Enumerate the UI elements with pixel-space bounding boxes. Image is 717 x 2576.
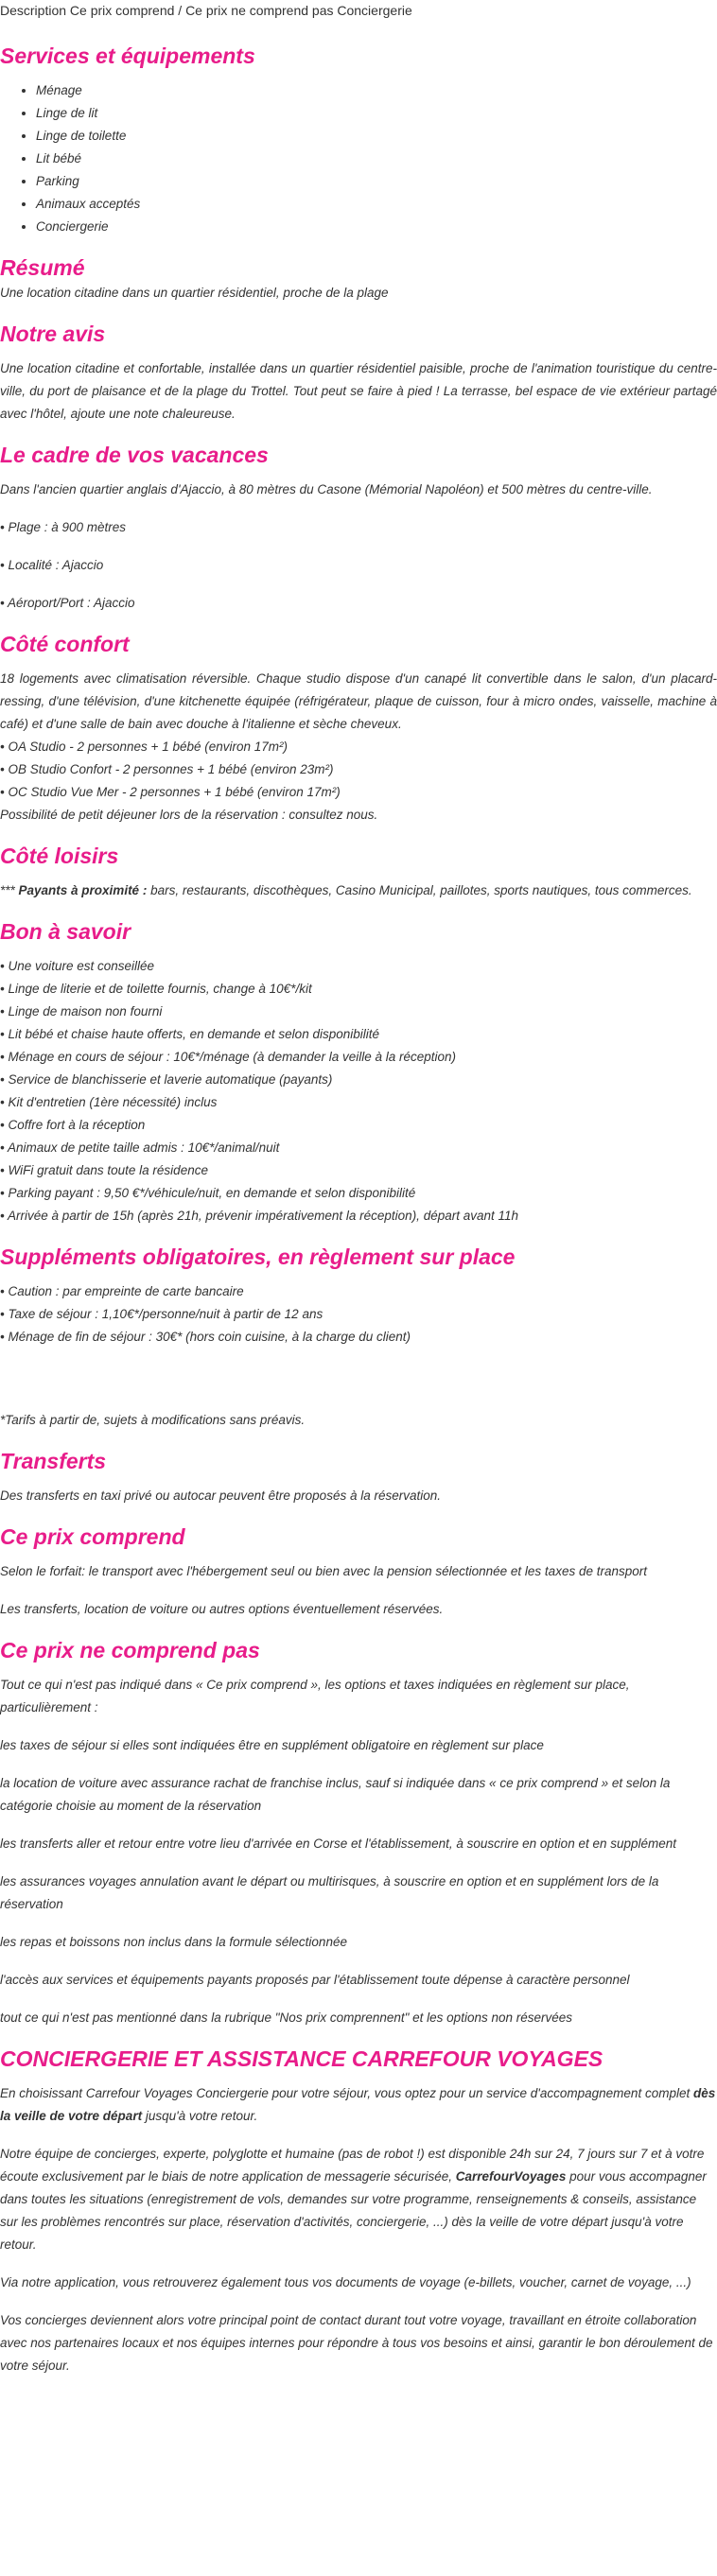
services-title: Services et équipements (0, 44, 255, 68)
supplement-item: • Caution : par empreinte de carte bancaire (0, 1284, 244, 1298)
ne-comprend-paragraph: l'accès aux services et équipements payants proposés par l'établissement toute dépense à caractère personnel (0, 1973, 630, 1987)
savoir-item: • Service de blanchisserie et laverie automatique (payants) (0, 1072, 333, 1087)
avis-text: Une location citadine et confortable, installée dans un quartier résidentiel paisible, proche de l'animation touristique du centre-ville, du port de plaisance et de la plage du Trottel. Tout peut se faire à pied ! La terrasse, bel espace de vie extérieur partagé avec l'hôtel, ajoute une note chaleureuse. (0, 361, 717, 421)
service-item: • Lit bébé (36, 148, 717, 170)
comprend-title: Ce prix comprend (0, 1524, 185, 1549)
cadre-intro: Dans l'ancien quartier anglais d'Ajaccio, à 80 mètres du Casone (Mémorial Napoléon) et 500 mètres du centre-ville. (0, 482, 653, 496)
ne-comprend-title: Ce prix ne comprend pas (0, 1638, 260, 1662)
savoir-item: • Lit bébé et chaise haute offerts, en demande et selon disponibilité (0, 1027, 379, 1041)
confort-dejeuner: Possibilité de petit déjeuner lors de la réservation : consultez nous. (0, 808, 378, 822)
service-item: • Linge de lit (36, 102, 717, 125)
cadre-title: Le cadre de vos vacances (0, 443, 269, 467)
resume-text: Une location citadine dans un quartier résidentiel, proche de la plage (0, 286, 389, 300)
service-item: • Animaux acceptés (36, 193, 717, 216)
loisirs-title: Côté loisirs (0, 844, 119, 868)
comprend-p2: Les transferts, location de voiture ou autres options éventuellement réservées. (0, 1602, 444, 1616)
confort-studio: • OC Studio Vue Mer - 2 personnes + 1 bébé (environ 17m²) (0, 785, 341, 799)
supplements-note: *Tarifs à partir de, sujets à modifications sans préavis. (0, 1413, 306, 1427)
cadre-plage: • Plage : à 900 mètres (0, 520, 127, 534)
loisirs-bold: Payants à proximité : (18, 883, 148, 897)
conciergerie-p2-a: Notre équipe de concierges, experte, polyglotte et humaine (pas de robot !) est disponible 24h sur 24, 7 jours sur 7 et à votre écoute exclusivement par le biais de notre application de messagerie sécurisée, (0, 2147, 705, 2184)
loisirs-body: bars, restaurants, discothèques, Casino Municipal, paillotes, sports nautiques, tous commerces. (147, 883, 692, 897)
comprend-p1: Selon le forfait: le transport avec l'hébergement seul ou bien avec la pension sélectionnée et les taxes de transport (0, 1564, 647, 1578)
conciergerie-p1 (0, 2082, 717, 2128)
supplements-title: Suppléments obligatoires, en règlement sur place (0, 1244, 516, 1269)
cadre-aeroport: • Aéroport/Port : Ajaccio (0, 596, 135, 610)
ne-comprend-paragraph: les taxes de séjour si elles sont indiquées être en supplément obligatoire en règlement sur place (0, 1738, 544, 1752)
ne-comprend-paragraph: Tout ce qui n'est pas indiqué dans « Ce prix comprend », les options et taxes indiquées en règlement sur place, particulièrement : (0, 1678, 630, 1714)
confort-text: 18 logements avec climatisation réversible. Chaque studio dispose d'un canapé lit convertible dans le salon, d'un placard- ressing, d'une télévision, d'une kitchenette équipée (réfrigérateur, plaque de cuisson, four à micro ondes, vaisselle, machine à café) et d'une salle de bain avec douche à l'italienne et sèche cheveux. (0, 671, 717, 731)
loisirs-prefix: *** (0, 883, 19, 897)
service-item: • Conciergerie (36, 216, 717, 238)
service-item: • Parking (36, 170, 717, 193)
ne-comprend-paragraph: la location de voiture avec assurance rachat de franchise inclus, sauf si indiquée dans « ce prix comprend » et selon la catégorie choisie au moment de la réservation (0, 1776, 671, 1813)
resume-title: Résumé (0, 255, 85, 280)
supplement-item: • Ménage de fin de séjour : 30€* (hors coin cuisine, à la charge du client) (0, 1330, 411, 1344)
service-item: • Linge de toilette (36, 125, 717, 148)
ne-comprend-paragraph: les transferts aller et retour entre votre lieu d'arrivée en Corse et l'établissement, à souscrire en option et en supplément (0, 1836, 677, 1851)
conciergerie-title: CONCIERGERIE ET ASSISTANCE CARREFOUR VOYAGES (0, 2046, 603, 2071)
savoir-title: Bon à savoir (0, 919, 131, 944)
savoir-item: • Kit d'entretien (1ère nécessité) inclus (0, 1095, 218, 1109)
ne-comprend-paragraph: les assurances voyages annulation avant le départ ou multirisques, à souscrire en option et en supplément lors de la réservation (0, 1874, 659, 1911)
loisirs-text (0, 879, 717, 902)
confort-studio: • OB Studio Confort - 2 personnes + 1 bébé (environ 23m²) (0, 762, 334, 776)
conciergerie-p2 (0, 2143, 717, 2256)
ne-comprend-paragraph: tout ce qui n'est pas mentionné dans la rubrique "Nos prix comprennent" et les options non réservées (0, 2010, 573, 2025)
supplement-item: • Taxe de séjour : 1,10€*/personne/nuit à partir de 12 ans (0, 1307, 324, 1321)
savoir-item: • Linge de literie et de toilette fournis, change à 10€*/kit (0, 982, 312, 996)
confort-studio: • OA Studio - 2 personnes + 1 bébé (environ 17m²) (0, 740, 289, 754)
savoir-item: • Linge de maison non fourni (0, 1004, 163, 1018)
conciergerie-p1-a: En choisissant Carrefour Voyages Conciergerie pour votre séjour, vous optez pour un service d'accompagnement complet (0, 2086, 693, 2100)
tabs-line[interactable]: Description Ce prix comprend / Ce prix ne comprend pas Conciergerie (0, 3, 412, 18)
ne-comprend-paragraph: les repas et boissons non inclus dans la formule sélectionnée (0, 1935, 347, 1949)
savoir-item: • Animaux de petite taille admis : 10€*/animal/nuit (0, 1140, 280, 1155)
conciergerie-p4: Vos concierges deviennent alors votre principal point de contact durant tout votre voyage, travaillant en étroite collaboration avec nos partenaires locaux et nos équipes internes pour répondre à tous vos besoins et ainsi, garantir le bon déroulement de votre séjour. (0, 2313, 713, 2373)
transferts-title: Transferts (0, 1449, 107, 1473)
transferts-text: Des transferts en taxi privé ou autocar peuvent être proposés à la réservation. (0, 1488, 442, 1503)
service-item: • Ménage (36, 79, 717, 102)
avis-title: Notre avis (0, 322, 106, 346)
savoir-item: • Arrivée à partir de 15h (après 21h, prévenir impérativement la réception), départ avant 11h (0, 1209, 519, 1223)
conciergerie-p1-c: jusqu'à votre retour. (142, 2109, 258, 2123)
savoir-item: • WiFi gratuit dans toute la résidence (0, 1163, 208, 1177)
conciergerie-p3: Via notre application, vous retrouverez également tous vos documents de voyage (e-billets, voucher, carnet de voyage, ...) (0, 2275, 691, 2289)
confort-title: Côté confort (0, 632, 130, 656)
savoir-item: • Coffre fort à la réception (0, 1118, 146, 1132)
savoir-item: • Ménage en cours de séjour : 10€*/ménage (à demander la veille à la réception) (0, 1050, 457, 1064)
services-list (0, 79, 717, 238)
savoir-item: • Parking payant : 9,50 €*/véhicule/nuit, en demande et selon disponibilité (0, 1186, 416, 1200)
savoir-item: • Une voiture est conseillée (0, 959, 155, 973)
conciergerie-p2-c: pour vous accompagner dans toutes les situations (enregistrement de vols, demandes sur votre programme, renseignements & conseils, assistance sur les problèmes rencontrés sur place, réservation d'activités, conciergerie, ...) dès la veille de votre départ jusqu'à votre retour. (0, 2169, 707, 2252)
conciergerie-p1-b: dès la veille de votre départ (0, 2086, 716, 2123)
cadre-localite: • Localité : Ajaccio (0, 558, 104, 572)
conciergerie-p2-b: CarrefourVoyages (455, 2169, 567, 2184)
